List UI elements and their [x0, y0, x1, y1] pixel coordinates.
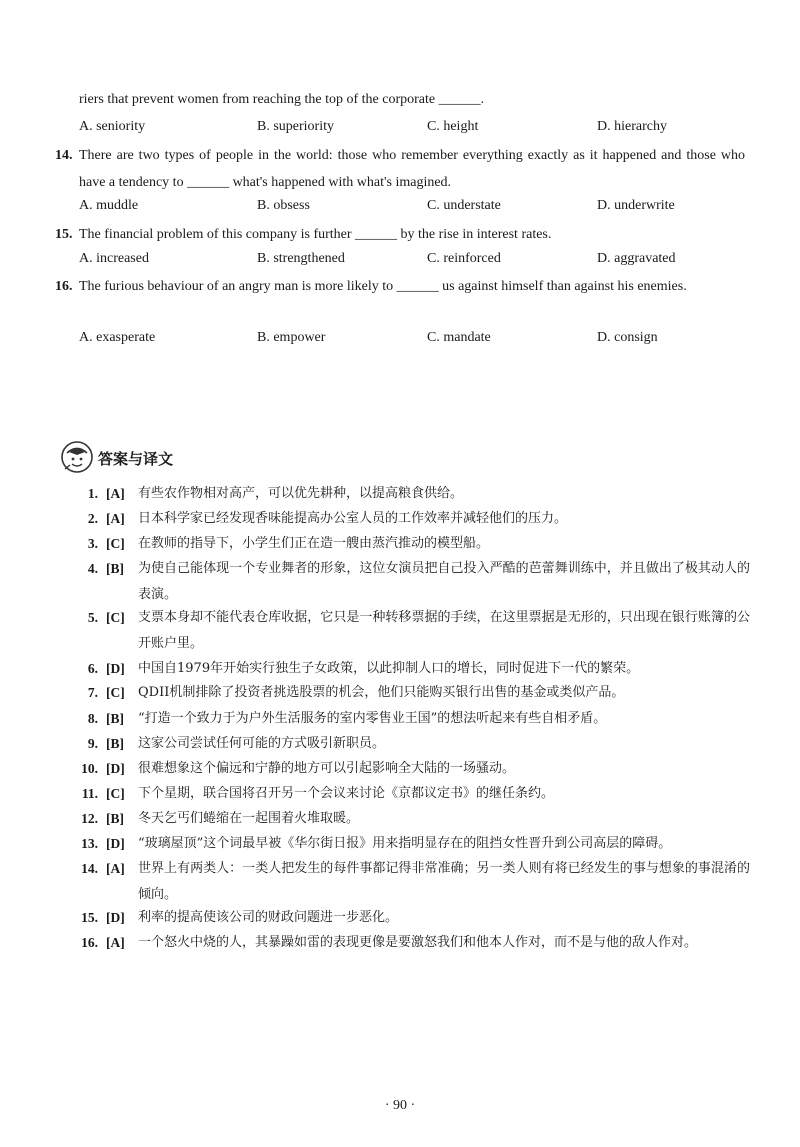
option-c: C. reinforced: [427, 251, 501, 266]
answer-item: 12. [B] 冬天乞丐们蜷缩在一起围着火堆取暖。: [81, 811, 360, 826]
answer-item: 15. [D] 利率的提高使该公司的财政问题进一步恶化。: [81, 910, 399, 925]
option-a: A. seniority: [79, 119, 146, 134]
question-14: [55, 142, 745, 196]
option-d: D. consign: [597, 330, 658, 345]
question-stem: There are two types of people in the world: those who remember everything exactly as it happened and those who have a tendency to ______ what's happened with what's imagined.: [79, 148, 745, 190]
option-c: C. mandate: [427, 330, 491, 345]
question-stem: The furious behaviour of an angry man is more likely to ______ us against himself than against his enemies.: [79, 279, 687, 294]
answer-item: 10. [D] 很难想象这个偏远和宁静的地方可以引起影响全大陆的一场骚动。: [81, 761, 516, 776]
option-c: C. height: [427, 119, 479, 134]
option-a: A. muddle: [79, 198, 139, 213]
answer-item: 11. [C] 下个星期，联合国将召开另一个会议来讨论《京都议定书》的继任条约。: [81, 786, 555, 801]
option-d: D. underwrite: [597, 198, 675, 213]
question-14-options: [79, 198, 759, 218]
question-13-continuation: riers that prevent women from reaching the top of the corporate ______.: [79, 92, 485, 107]
option-b: B. empower: [257, 330, 326, 345]
student-head-icon: [60, 440, 94, 479]
question-15: [55, 221, 745, 248]
answer-item: 16. [A] 一个怒火中烧的人，其暴躁如雷的表现更像是要激怒我们和他本人作对，而不是与他的敌人作对。: [81, 935, 698, 950]
option-b: B. superiority: [257, 119, 334, 134]
question-number: 16.: [55, 279, 73, 294]
answer-item: 9. [B] 这家公司尝试任何可能的方式吸引新职员。: [87, 736, 386, 751]
option-a: A. increased: [79, 251, 149, 266]
answer-item: 7. [C] QDII机制排除了投资者挑选股票的机会，他们只能购买银行出售的基金或类似产品。: [87, 685, 625, 700]
option-b: B. strengthened: [257, 251, 345, 266]
answers-title: 答案与译文: [98, 450, 174, 468]
question-number: 15.: [55, 227, 73, 242]
answer-item: 8. [B] “打造一个致力于为户外生活服务的室内零售业王国”的想法听起来有些自相矛盾。: [87, 711, 607, 726]
answer-item: 2. [A] 日本科学家已经发现香味能提高办公室人员的工作效率并减轻他们的压力。: [87, 511, 568, 526]
option-d: D. hierarchy: [597, 119, 667, 134]
answer-item: 5. [C] 支票本身却不能代表仓库收据，它只是一种转移票据的手续，在这里票据是无形的，只出现在银行账簿的公开账户里。: [87, 610, 750, 651]
answer-item: 3. [C] 在教师的指导下，小学生们正在造一艘由蒸汽推动的模型船。: [87, 536, 490, 551]
option-c: C. understate: [427, 198, 501, 213]
question-13-options: [79, 119, 759, 139]
answer-item: 4. [B] 为使自己能体现一个专业舞者的形象，这位女演员把自己投入严酷的芭蕾舞训练中，并且做出了极其动人的表演。: [87, 561, 750, 602]
question-15-options: [79, 251, 759, 271]
answer-item: 14. [A] 世界上有两类人：一类人把发生的每件事都记得非常准确；另一类人则有将已经发生的事与想象的事混淆的倾向。: [81, 861, 750, 902]
option-a: A. exasperate: [79, 330, 156, 345]
page-number: · 90 ·: [384, 1098, 416, 1113]
answer-item: 1. [A] 有些农作物相对高产，可以优先耕种，以提高粮食供给。: [87, 486, 464, 501]
question-number: 14.: [55, 148, 73, 163]
question-stem: The financial problem of this company is further ______ by the rise in interest rates.: [79, 227, 552, 242]
answer-item: 6. [D] 中国自1979年开始实行独生子女政策，以此抑制人口的增长，同时促进下一代的繁荣。: [87, 661, 640, 676]
question-16: [55, 273, 745, 300]
option-b: B. obsess: [257, 198, 310, 213]
answer-item: 13. [D] “玻璃屋顶”这个词最早被《华尔街日报》用来指明显存在的阻挡女性晋升到公司高层的障碍。: [81, 836, 672, 851]
question-16-options: [79, 330, 759, 350]
option-d: D. aggravated: [597, 251, 676, 266]
